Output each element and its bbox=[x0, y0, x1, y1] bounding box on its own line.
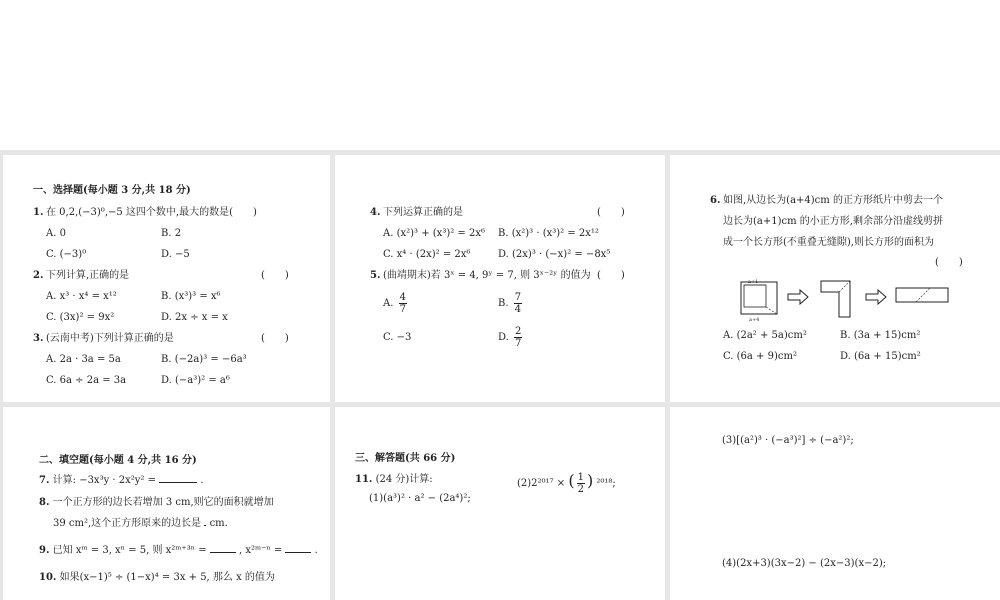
numerator: 2 bbox=[515, 326, 522, 337]
answer-paren: ( ) bbox=[261, 270, 289, 281]
question-10 bbox=[39, 571, 275, 585]
question-number: 7. bbox=[39, 475, 50, 486]
answer-paren: ( ) bbox=[597, 207, 625, 218]
question-text: 一个正方形的边长若增加 3 cm,则它的面积就增加 bbox=[52, 497, 274, 508]
question-text: 已知 xᵐ = 3, xⁿ = 5, 则 x²ᵐ⁺³ⁿ = bbox=[52, 545, 207, 556]
half-fraction bbox=[577, 472, 585, 495]
option-b: B. (−2a)³ = −6a³ bbox=[161, 354, 247, 365]
option-d: D. (−a³)² = a⁶ bbox=[161, 375, 230, 386]
panel-fill-in-blank bbox=[3, 407, 330, 600]
question-text: (曲靖期末)若 3ˣ = 4, 9ʸ = 7, 则 3ˣ⁻²ʸ 的值为 bbox=[383, 270, 591, 281]
option-c: C. −3 bbox=[383, 332, 412, 343]
question-text: 在 0,2,(−3)⁰,−5 这四个数中,最大的数是( ) bbox=[46, 207, 257, 218]
question-number: 11. bbox=[355, 474, 373, 485]
sub-question-2-prefix: (2)2²⁰¹⁷ × bbox=[517, 478, 566, 489]
sub-question-3: (3)[(a²)³ · (−a³)²] ÷ (−a²)²; bbox=[722, 435, 854, 446]
option-b bbox=[498, 292, 524, 316]
option-b: B. 2 bbox=[161, 228, 182, 239]
section-heading-answer: 三、解答题(共 66 分) bbox=[355, 453, 456, 464]
question-text: (24 分)计算: bbox=[375, 474, 433, 485]
question-text: 下列计算,正确的是 bbox=[46, 270, 130, 281]
option-a: A. (2a² + 5a)cm² bbox=[723, 330, 807, 341]
panel-choice-questions-4-5 bbox=[335, 155, 665, 402]
section-heading-choice: 一、选择题(每小题 3 分,共 18 分) bbox=[33, 185, 191, 196]
question-text-line-1: 如图,从边长为(a+4)cm 的正方形纸片中剪去一个 bbox=[723, 195, 943, 206]
question-text-mid: , x²ᵐ⁻ⁿ = bbox=[238, 545, 283, 556]
sub-question-2 bbox=[517, 469, 616, 496]
question-text-line-2: 边长为(a+1)cm 的小正方形,剩余部分沿虚线剪拼 bbox=[723, 216, 943, 227]
question-11 bbox=[355, 473, 433, 487]
answer-blank[interactable] bbox=[210, 552, 236, 553]
denominator: 7 bbox=[399, 304, 406, 315]
question-number: 9. bbox=[39, 545, 50, 556]
option-d bbox=[498, 326, 524, 350]
question-number: 2. bbox=[33, 270, 44, 281]
option-c: C. x⁴ · (2x)² = 2x⁶ bbox=[383, 249, 471, 260]
numerator: 4 bbox=[399, 292, 406, 303]
denominator: 4 bbox=[514, 304, 522, 315]
square-with-cutout bbox=[741, 279, 777, 323]
question-7 bbox=[39, 474, 204, 488]
arrow-right-icon bbox=[866, 290, 886, 304]
question-text: 计算: −3x³y · 2x²y² = bbox=[52, 475, 156, 486]
question-number: 4. bbox=[370, 207, 381, 218]
right-paren: ) bbox=[586, 471, 594, 490]
question-8-line-1 bbox=[39, 496, 274, 510]
option-d: D. (2x)³ · (−x)² = −8x⁵ bbox=[498, 249, 611, 260]
option-a: A. x³ · x⁴ = x¹² bbox=[46, 291, 117, 302]
answer-paren: ( ) bbox=[597, 270, 625, 281]
numerator: 7 bbox=[514, 292, 522, 303]
option-b-fraction bbox=[514, 292, 522, 315]
question-text: 如果(x−1)⁵ ÷ (1−x)⁴ = 3x + 5, 那么 x 的值为 bbox=[59, 572, 275, 583]
sub-question-2-suffix: ²⁰¹⁸; bbox=[596, 478, 616, 489]
option-d: D. −5 bbox=[161, 249, 190, 260]
label-a-plus-1: a+1 bbox=[748, 279, 759, 285]
answer-blank[interactable] bbox=[159, 482, 197, 483]
question-text: 下列运算正确的是 bbox=[383, 207, 463, 218]
question-text: (云南中考)下列计算正确的是 bbox=[46, 333, 174, 344]
panel-choice-question-6 bbox=[670, 155, 1000, 402]
option-c: C. (3x)² = 9x² bbox=[46, 312, 115, 323]
option-a: A. 2a · 3a = 5a bbox=[46, 354, 121, 365]
left-paren: ( bbox=[568, 471, 575, 490]
option-b-label: B. bbox=[498, 298, 509, 309]
l-shape-piece bbox=[821, 281, 850, 317]
question-text: 39 cm²,这个正方形原来的边长是 bbox=[53, 518, 202, 529]
question-number: 8. bbox=[39, 497, 50, 508]
section-heading-fill-in: 二、填空题(每小题 4 分,共 16 分) bbox=[39, 455, 197, 466]
question-unit: cm. bbox=[209, 518, 228, 529]
option-a: A. (x²)³ + (x³)² = 2x⁶ bbox=[383, 228, 485, 239]
question-number: 6. bbox=[710, 195, 721, 206]
question-8-line-2 bbox=[53, 517, 228, 531]
option-d: D. (6a + 15)cm² bbox=[840, 351, 921, 362]
question-end: . bbox=[200, 475, 204, 486]
sub-question-1: (1)(a³)² · a² − (2a⁴)²; bbox=[369, 493, 471, 504]
option-c: C. (−3)⁰ bbox=[46, 249, 87, 260]
panel-answer-questions bbox=[335, 407, 665, 600]
option-d-label: D. bbox=[498, 332, 509, 343]
question-end: . bbox=[314, 545, 318, 556]
panel-choice-questions-1-3 bbox=[3, 155, 330, 402]
option-b: B. (x²)³ · (x³)² = 2x¹² bbox=[498, 228, 599, 239]
question-text-line-3: 成一个长方形(不重叠无缝隙),则长方形的面积为 bbox=[723, 237, 934, 248]
question-number: 3. bbox=[33, 333, 44, 344]
option-b: B. (x³)³ = x⁶ bbox=[161, 291, 221, 302]
question-9 bbox=[39, 544, 318, 558]
answer-paren: ( ) bbox=[935, 257, 963, 268]
option-a-fraction bbox=[399, 292, 407, 315]
sub-question-4: (4)(2x+3)(3x−2) − (2x−3)(x−2); bbox=[722, 558, 887, 569]
numerator: 1 bbox=[577, 472, 584, 483]
option-c: C. (6a + 9)cm² bbox=[723, 351, 797, 362]
option-a bbox=[383, 292, 409, 316]
option-a: A. 0 bbox=[46, 228, 66, 239]
panel-answer-questions-continued bbox=[670, 407, 1000, 600]
answer-blank[interactable] bbox=[285, 552, 311, 553]
question-number: 10. bbox=[39, 572, 57, 583]
label-a-plus-4: a+4 bbox=[749, 317, 760, 323]
arrow-right-icon bbox=[788, 290, 808, 304]
cut-and-rearrange-figure bbox=[738, 276, 968, 324]
answer-paren: ( ) bbox=[261, 333, 289, 344]
option-c: C. 6a ÷ 2a = 3a bbox=[46, 375, 127, 386]
denominator: 7 bbox=[515, 338, 522, 349]
option-d-fraction bbox=[514, 326, 522, 349]
question-number: 1. bbox=[33, 207, 44, 218]
denominator: 2 bbox=[577, 484, 584, 495]
option-b: B. (3a + 15)cm² bbox=[840, 330, 921, 341]
option-a-label: A. bbox=[383, 298, 394, 309]
question-number: 5. bbox=[370, 270, 381, 281]
option-d: D. 2x ÷ x = x bbox=[161, 312, 228, 323]
rectangle-result bbox=[896, 288, 948, 302]
answer-blank[interactable] bbox=[204, 525, 206, 526]
